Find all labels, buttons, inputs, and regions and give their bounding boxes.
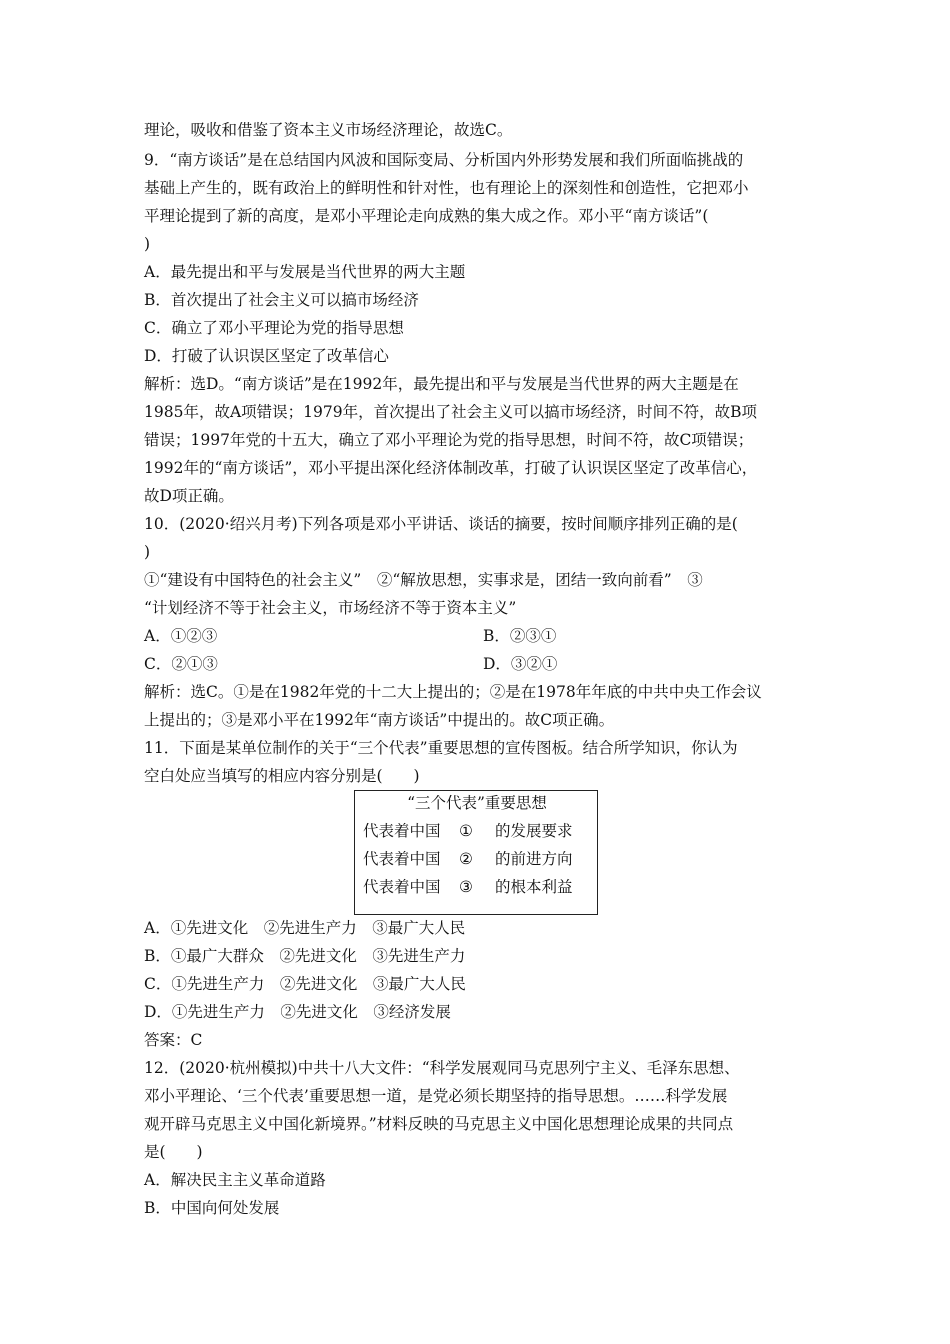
option-d: D．打破了认识误区坚定了改革信心 xyxy=(144,347,389,365)
board-row-mark: ② xyxy=(459,850,473,868)
text-line: ①“建设有中国特色的社会主义” ②“解放思想，实事求是，团结一致向前看” ③ xyxy=(144,571,703,589)
text-line: 空白处应当填写的相应内容分别是( ) xyxy=(144,767,420,785)
text-line: 观开辟马克思主义中国化新境界。”材料反映的马克思主义中国化思想理论成果的共同点 xyxy=(144,1115,734,1133)
question-12-stem: 12．(2020·杭州模拟)中共十八大文件：“科学发展观同马克思列宁主义、毛泽东思想、 xyxy=(144,1059,740,1077)
question-9-stem: 9．“南方谈话”是在总结国内风波和国际变局、分析国内外形势发展和我们所面临挑战的 xyxy=(144,151,744,169)
option-a: A．解决民主主义革命道路 xyxy=(144,1171,326,1189)
board-row-prefix: 代表着中国 xyxy=(363,878,441,896)
board-row-prefix: 代表着中国 xyxy=(363,822,441,840)
text-line: 平理论提到了新的高度，是邓小平理论走向成熟的集大成之作。邓小平“南方谈话”( xyxy=(144,207,709,225)
option-c: C．①先进生产力 ②先进文化 ③最广大人民 xyxy=(144,975,466,993)
option-c: C．确立了邓小平理论为党的指导思想 xyxy=(144,319,404,337)
text-line: 是( ) xyxy=(144,1143,203,1161)
text-line: 邓小平理论、‘三个代表’重要思想一道，是党必须长期坚持的指导思想。……科学发展 xyxy=(144,1087,728,1105)
board-row-suffix: 的发展要求 xyxy=(495,822,573,840)
explanation-line: 上提出的；③是邓小平在1992年“南方谈话”中提出的。故C项正确。 xyxy=(144,711,615,729)
explanation-line: 故D项正确。 xyxy=(144,487,234,505)
explanation-line: 1985年，故A项错误；1979年，首次提出了社会主义可以搞市场经济，时间不符，故B项 xyxy=(144,403,757,421)
option-c: C．②①③ xyxy=(144,655,218,673)
option-b: B．中国向何处发展 xyxy=(144,1199,280,1217)
option-a: A．最先提出和平与发展是当代世界的两大主题 xyxy=(144,263,466,281)
option-a: A．①先进文化 ②先进生产力 ③最广大人民 xyxy=(144,919,466,937)
text-line: “计划经济不等于社会主义，市场经济不等于资本主义” xyxy=(144,599,517,617)
board-title: “三个代表”重要思想 xyxy=(407,794,547,812)
explanation-line: 解析：选D。“南方谈话”是在1992年，最先提出和平与发展是当代世界的两大主题是在 xyxy=(144,375,739,393)
explanation-line: 解析：选C。①是在1982年党的十二大上提出的；②是在1978年年底的中共中央工作会议 xyxy=(144,683,762,701)
question-11-stem: 11．下面是某单位制作的关于“三个代表”重要思想的宣传图板。结合所学知识，你认为 xyxy=(144,739,738,757)
three-represents-board xyxy=(354,790,598,915)
option-b: B．②③① xyxy=(483,627,557,645)
answer-line: 答案：C xyxy=(144,1031,203,1049)
option-b: B．首次提出了社会主义可以搞市场经济 xyxy=(144,291,419,309)
option-a: A．①②③ xyxy=(144,627,218,645)
explanation-line: 错误；1997年党的十五大，确立了邓小平理论为党的指导思想，时间不符，故C项错误； xyxy=(144,431,754,449)
explanation-line: 1992年的“南方谈话”，邓小平提出深化经济体制改革，打破了认识误区坚定了改革信心， xyxy=(144,459,758,477)
text-line: 理论，吸收和借鉴了资本主义市场经济理论，故选C。 xyxy=(144,121,513,139)
option-d: D．①先进生产力 ②先进文化 ③经济发展 xyxy=(144,1003,451,1021)
board-row-suffix: 的前进方向 xyxy=(495,850,573,868)
text-line: ) xyxy=(144,235,151,253)
board-row-suffix: 的根本利益 xyxy=(495,878,573,896)
board-row-prefix: 代表着中国 xyxy=(363,850,441,868)
question-10-stem: 10．(2020·绍兴月考)下列各项是邓小平讲话、谈话的摘要，按时间顺序排列正确的是( xyxy=(144,515,738,533)
text-line: ) xyxy=(144,543,151,561)
option-d: D．③②① xyxy=(483,655,558,673)
text-line: 基础上产生的，既有政治上的鲜明性和针对性，也有理论上的深刻性和创造性，它把邓小 xyxy=(144,179,749,197)
board-row-mark: ③ xyxy=(459,878,473,896)
option-b: B．①最广大群众 ②先进文化 ③先进生产力 xyxy=(144,947,466,965)
board-row-mark: ① xyxy=(459,822,473,840)
